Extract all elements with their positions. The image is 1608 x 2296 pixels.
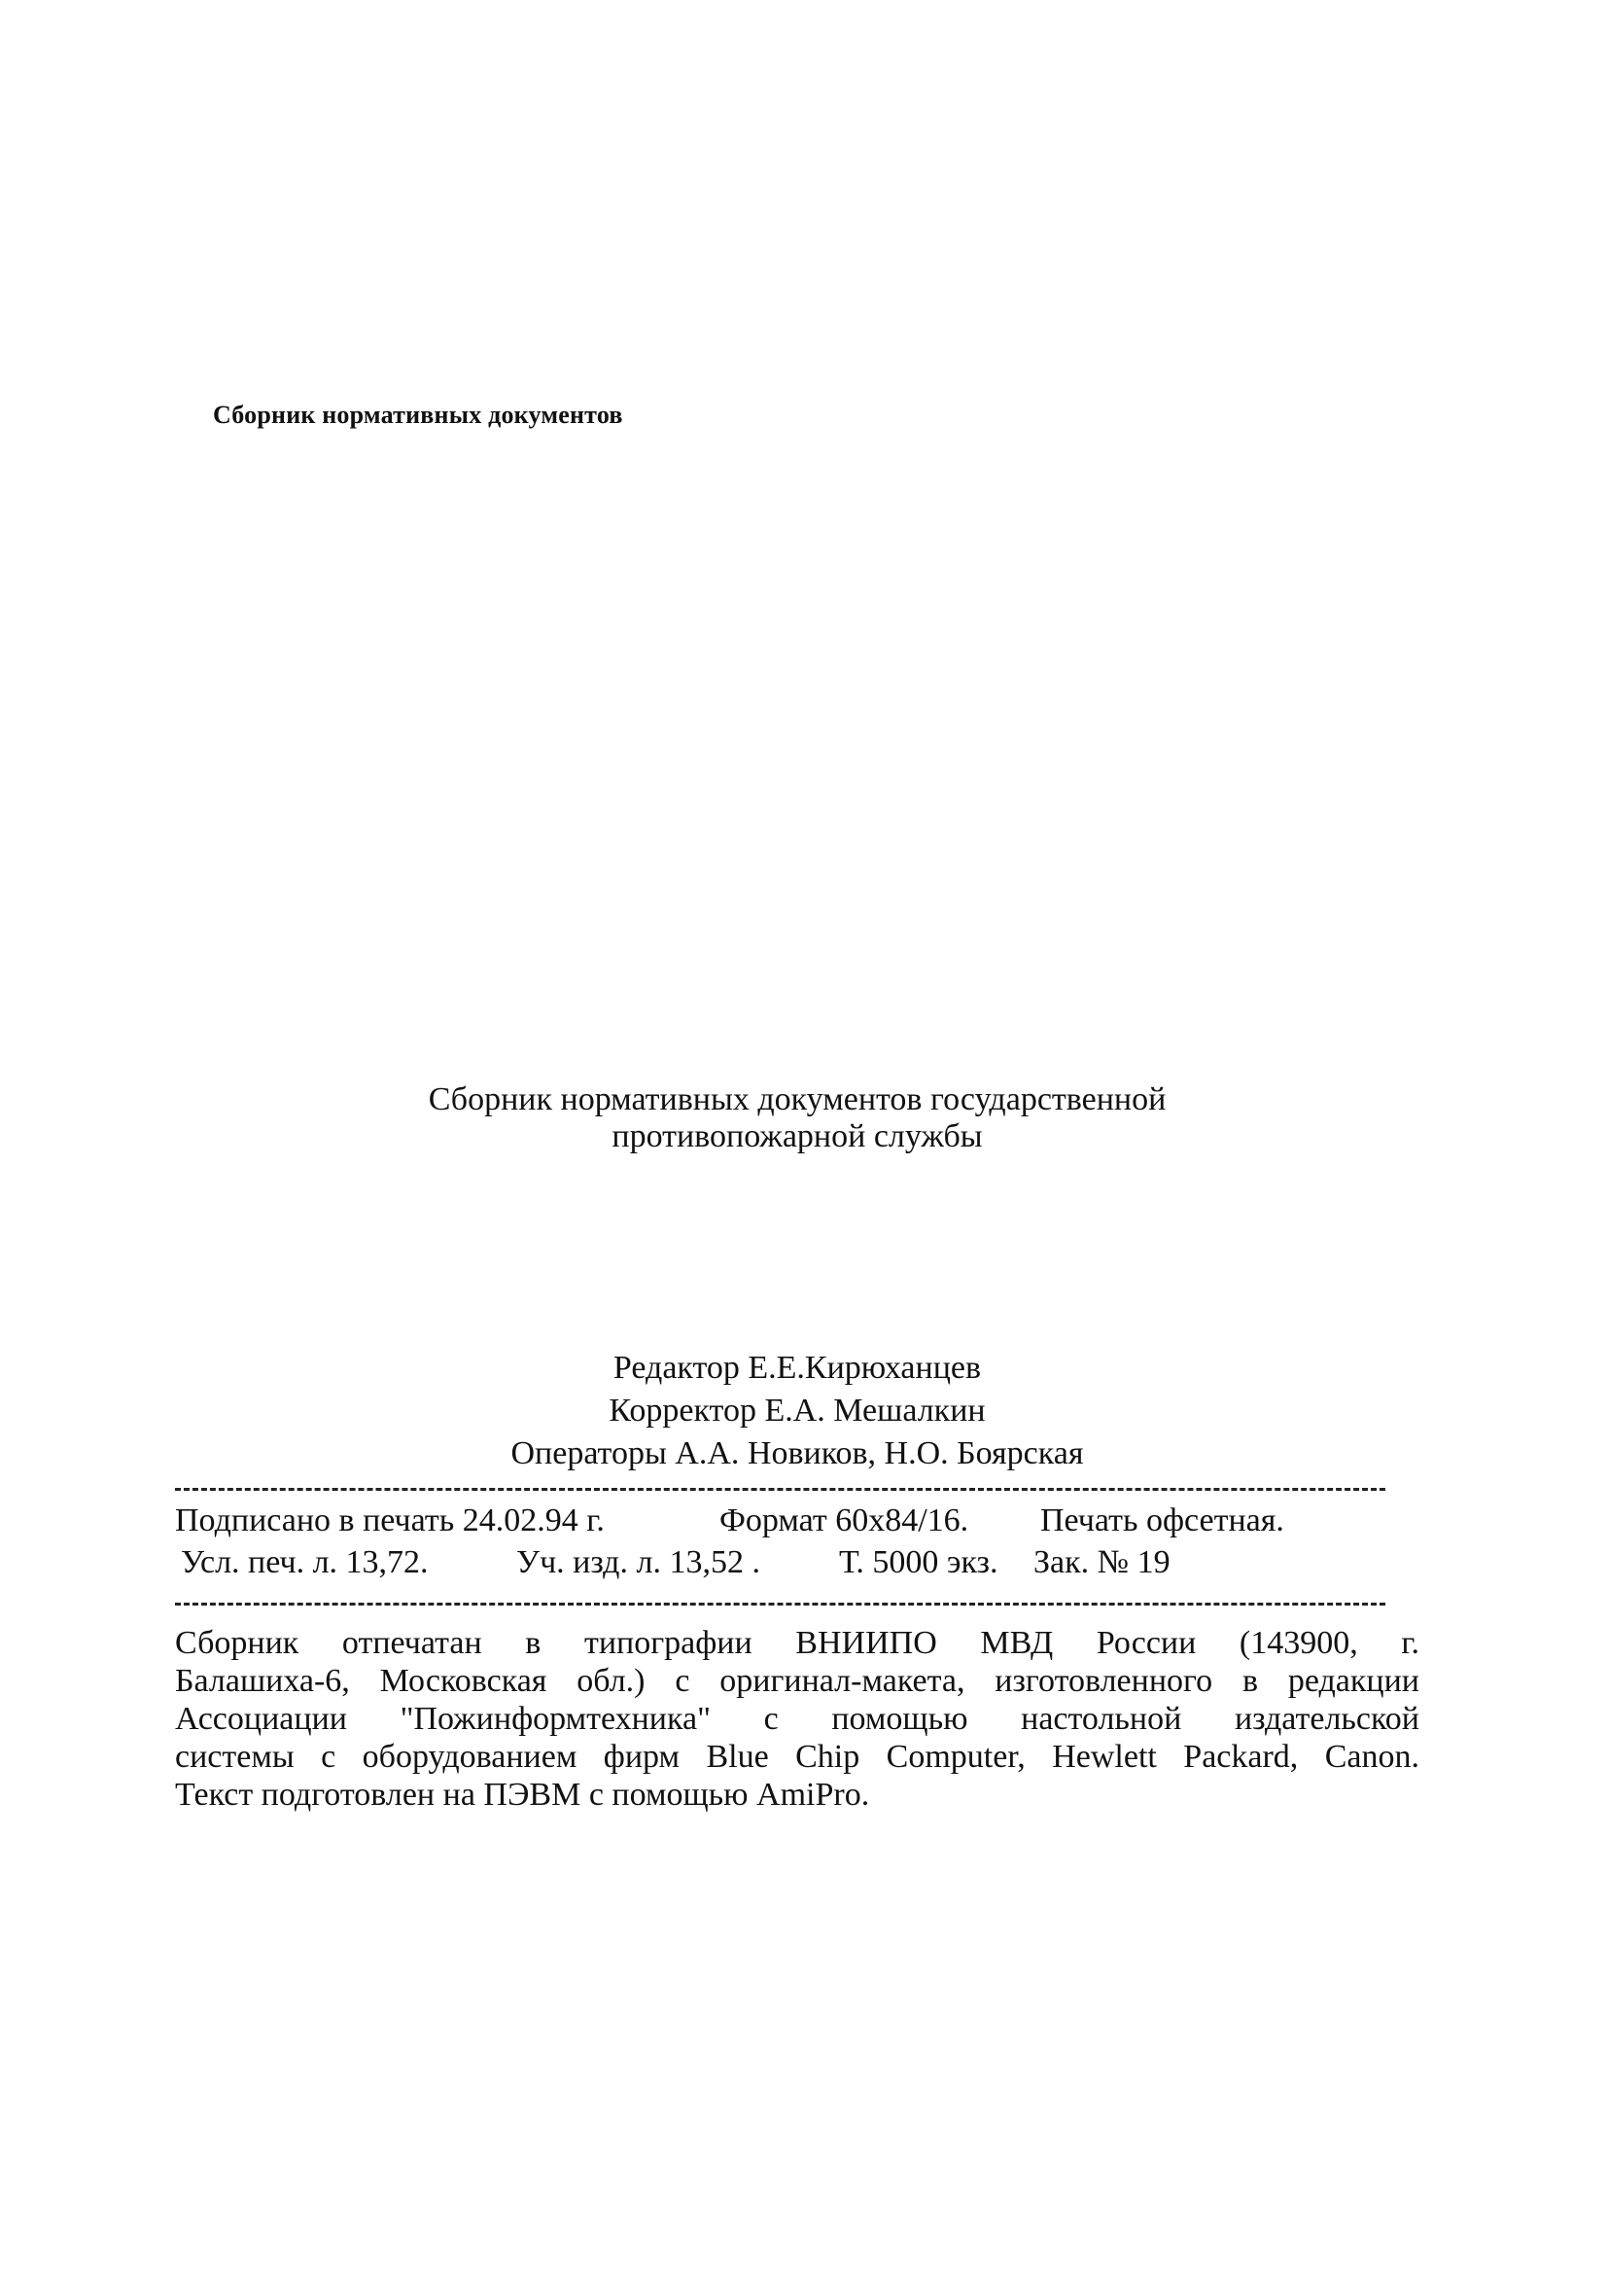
editor-credit: Редактор Е.Е.Кирюханцев <box>612 1350 982 1386</box>
printing-note-line-5: Текст подготовлен на ПЭВМ с помощью AmiPro. <box>175 1777 870 1813</box>
dashed-divider-top <box>175 1488 1385 1491</box>
printing-note-line-3: Ассоциации "Пожинформтехника" с помощью настольной издательской <box>175 1701 1419 1737</box>
collection-title <box>292 1081 1303 1155</box>
publishing-sheets: Уч. изд. л. 13,52 . <box>516 1544 760 1580</box>
printing-note <box>175 1624 1419 1814</box>
collection-title-line-1: Сборник нормативных документов государственной <box>428 1081 1167 1117</box>
order-number: Зак. № 19 <box>1033 1544 1171 1580</box>
collection-title-line-2: противопожарной службы <box>612 1118 983 1154</box>
dashed-divider-bottom <box>175 1603 1385 1606</box>
printing-note-line-4: системы с оборудованием фирм Blue Chip Computer, Hewlett Packard, Canon. <box>175 1739 1419 1775</box>
conventional-sheets: Усл. печ. л. 13,72. <box>181 1544 429 1580</box>
imprint-line-2 <box>181 1544 1171 1581</box>
printing-note-line-2: Балашиха-6, Московская обл.) с оригинал-макета, изготовленного в редакции <box>175 1663 1419 1699</box>
credits-block <box>292 1347 1303 1475</box>
paper-format: Формат 60х84/16. <box>719 1502 969 1538</box>
signed-date: Подписано в печать 24.02.94 г. <box>175 1502 605 1538</box>
print-type: Печать офсетная. <box>1040 1502 1284 1538</box>
imprint-line-1 <box>175 1502 1284 1539</box>
printing-note-line-1: Сборник отпечатан в типографии ВНИИПО МВД России (143900, г. <box>175 1625 1419 1661</box>
corrector-credit: Корректор Е.А. Мешалкин <box>609 1393 986 1429</box>
operators-credit: Операторы А.А. Новиков, Н.О. Боярская <box>510 1435 1084 1471</box>
print-run: Т. 5000 экз. <box>839 1544 998 1580</box>
series-title: Сборник нормативных документов <box>213 401 623 429</box>
